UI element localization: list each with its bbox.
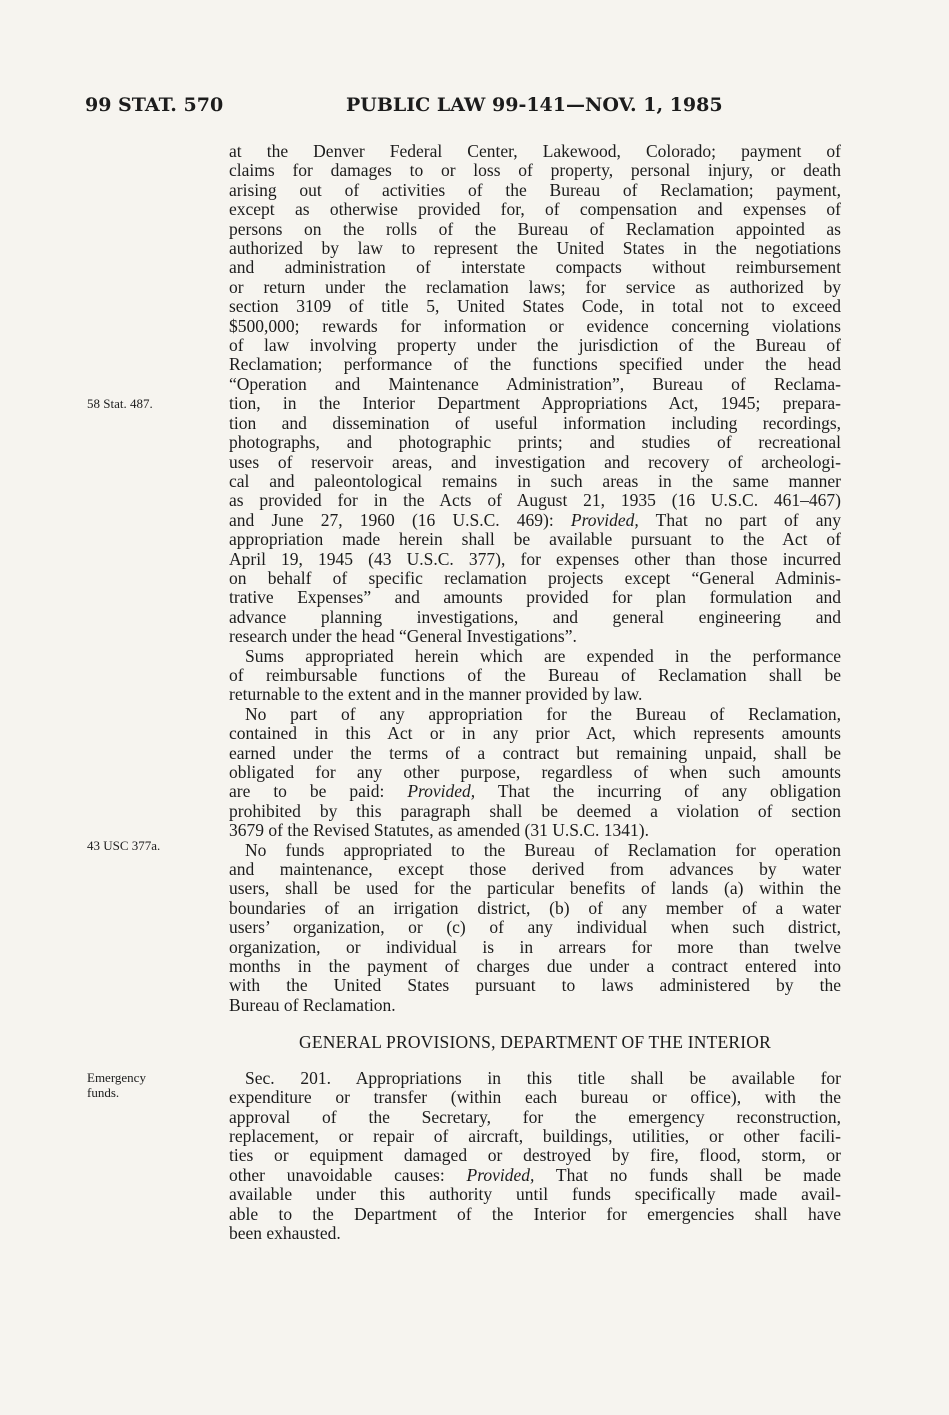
text-line: appropriation made herein shall be available pursuant to the Act of xyxy=(229,529,841,550)
text-line: organization, or individual is in arrears for more than twelve xyxy=(229,936,841,957)
text-line: replacement, or repair of aircraft, buildings, utilities, or other facili- xyxy=(229,1125,841,1146)
text-line: Reclamation; performance of the functions specified under the head xyxy=(229,354,841,375)
text-line: as provided for in the Acts of August 21, 1935 (16 U.S.C. 461–467) xyxy=(229,490,841,511)
paragraph-sec-201 xyxy=(229,1069,841,1244)
text-line: claims for damages to or loss of property, personal injury, or death xyxy=(229,160,841,181)
text-line: trative Expenses” and amounts provided for plan formulation and xyxy=(229,587,841,608)
proviso-italic: Provided, xyxy=(407,781,476,802)
text-line: prohibited by this paragraph shall be deemed a violation of section xyxy=(229,800,841,821)
text-line: Bureau of Reclamation. xyxy=(229,994,396,1015)
section-heading: GENERAL PROVISIONS, DEPARTMENT OF THE INTERIOR xyxy=(299,1032,771,1053)
margin-note-emergency-funds xyxy=(87,1070,146,1100)
text-line: $500,000; rewards for information or evidence concerning violations xyxy=(229,315,841,336)
text-line: No part of any appropriation for the Bureau of Reclamation, xyxy=(245,703,841,724)
text-line: tion and dissemination of useful information including recordings, xyxy=(229,412,841,433)
text-segment: and June 27, 1960 (16 U.S.C. 469): xyxy=(229,509,571,530)
text-line: and maintenance, except those derived from advances by water xyxy=(229,859,841,880)
proviso-italic: Provided, xyxy=(466,1164,535,1185)
text-segment: are to be paid: xyxy=(229,781,408,802)
text-line: April 19, 1945 (43 U.S.C. 377), for expenses other than those incurred xyxy=(229,548,841,569)
running-header-title: PUBLIC LAW 99-141—NOV. 1, 1985 xyxy=(346,94,723,116)
text-line: section 3109 of title 5, United States Code, in total not to exceed xyxy=(229,296,841,317)
paragraph-operation-maintenance xyxy=(229,841,841,1016)
text-line: expenditure or transfer (within each bureau or office), with the xyxy=(229,1087,841,1108)
text-line: users’ organization, or (c) of any individual when such district, xyxy=(229,917,841,938)
text-line: cal and paleontological remains in such areas in the same manner xyxy=(229,470,841,491)
body-text xyxy=(229,142,841,1243)
text-line: at the Denver Federal Center, Lakewood, Colorado; payment of xyxy=(229,141,841,161)
text-line: ties or equipment damaged or destroyed by fire, flood, storm, or xyxy=(229,1145,841,1166)
text-line xyxy=(229,511,841,530)
text-segment: other unavoidable causes: xyxy=(229,1164,467,1185)
text-line: tion, in the Interior Department Appropriations Act, 1945; prepara- xyxy=(229,393,841,414)
text-line: uses of reservoir areas, and investigation and recovery of archeologi- xyxy=(229,451,841,472)
margin-note-stat: 58 Stat. 487. xyxy=(87,396,153,411)
text-line: “Operation and Maintenance Administration”, Bureau of Reclama- xyxy=(229,373,841,394)
text-line: obligated for any other purpose, regardless of when such amounts xyxy=(229,762,841,782)
text-line: on behalf of specific reclamation projects except “General Adminis- xyxy=(229,567,841,588)
text-line xyxy=(229,782,841,801)
paragraph-unpaid-amounts xyxy=(229,705,841,841)
text-line: authorized by law to represent the United States in the negotiations xyxy=(229,238,841,259)
text-line: users, shall be used for the particular benefits of lands (a) within the xyxy=(229,878,841,899)
statute-page-number: 99 STAT. 570 xyxy=(85,94,224,116)
text-line: contained in this Act or in any prior Act, which represents amounts xyxy=(229,723,841,744)
margin-note-usc: 43 USC 377a. xyxy=(87,838,161,853)
text-line: boundaries of an irrigation district, (b) of any member of a water xyxy=(229,897,841,918)
text-line: persons on the rolls of the Bureau of Reclamation appointed as xyxy=(229,218,841,239)
text-line: except as otherwise provided for, of compensation and expenses of xyxy=(229,199,841,220)
text-segment: That no part of any xyxy=(638,509,842,530)
text-line: of law involving property under the jurisdiction of the Bureau of xyxy=(229,335,841,356)
text-line: or return under the reclamation laws; for service as authorized by xyxy=(229,276,841,297)
text-line: of reimbursable functions of the Bureau of Reclamation shall be xyxy=(229,664,841,685)
text-line: approval of the Secretary, for the emergency reconstruction, xyxy=(229,1106,841,1127)
text-segment: That no funds shall be made xyxy=(534,1164,841,1185)
text-line: and administration of interstate compacts without reimbursement xyxy=(229,257,841,278)
proviso-italic: Provided, xyxy=(570,509,639,530)
text-line: arising out of activities of the Bureau of Reclamation; payment, xyxy=(229,179,841,200)
text-line: been exhausted. xyxy=(229,1222,341,1243)
text-line: No funds appropriated to the Bureau of Reclamation for operation xyxy=(245,839,841,860)
margin-note-emergency-line1: Emergency xyxy=(87,1070,146,1085)
text-line: with the United States pursuant to laws administered by the xyxy=(229,975,841,996)
text-line xyxy=(229,1166,841,1185)
text-segment: That the incurring of any obligation xyxy=(475,781,842,802)
text-line: Sec. 201. Appropriations in this title shall be available for xyxy=(245,1067,841,1088)
text-line: able to the Department of the Interior for emergencies shall have xyxy=(229,1203,841,1224)
text-line: research under the head “General Investigations”. xyxy=(229,626,577,647)
paragraph-reclamation-expenses xyxy=(229,142,841,647)
text-line: 3679 of the Revised Statutes, as amended (31 U.S.C. 1341). xyxy=(229,820,649,841)
text-line: available under this authority until funds specifically made avail- xyxy=(229,1184,841,1205)
text-line: photographs, and photographic prints; and studies of recreational xyxy=(229,432,841,453)
text-line: months in the payment of charges due under a contract entered into xyxy=(229,956,841,977)
margin-note-emergency-line2: funds. xyxy=(87,1085,120,1100)
text-line: earned under the terms of a contract but remaining unpaid, shall be xyxy=(229,742,841,763)
text-line: returnable to the extent and in the manner provided by law. xyxy=(229,684,643,705)
text-line: advance planning investigations, and general engineering and xyxy=(229,606,841,627)
paragraph-reimbursable-functions xyxy=(229,647,841,705)
text-line: Sums appropriated herein which are expended in the performance xyxy=(245,645,841,666)
